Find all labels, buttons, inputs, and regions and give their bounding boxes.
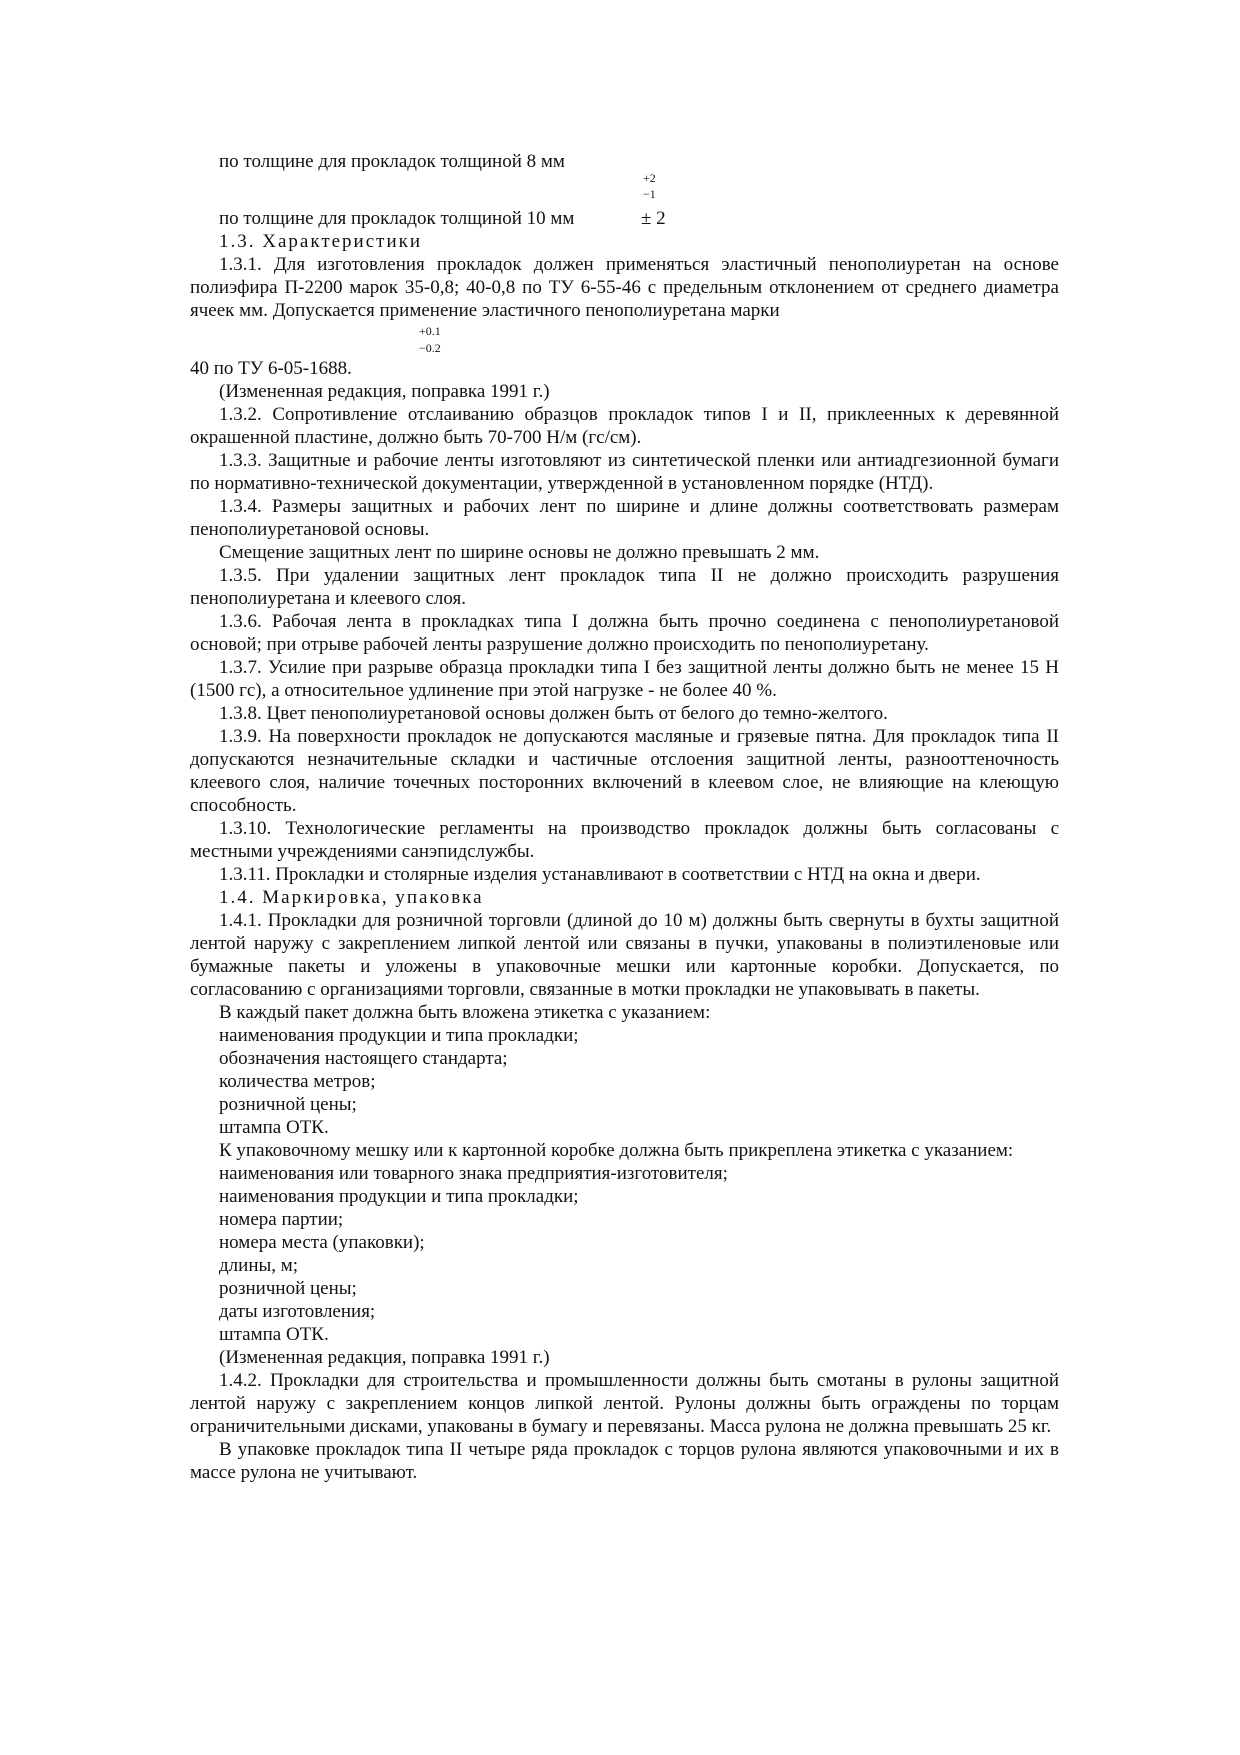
paragraph: К упаковочному мешку или к картонной коробке должна быть прикреплена этикетка с указанием:: [219, 1140, 1014, 1161]
list-item: даты изготовления;: [219, 1301, 376, 1322]
paragraph: 1.3.6. Рабочая лента в прокладках типа I должна быть прочно соединена с пенополиуретановой основой; при отрыве рабочей ленты разрушение должно происходить по пенополиуретану.: [190, 611, 1059, 655]
list-item: номера партии;: [219, 1209, 344, 1230]
cell-diameter-minus: −0.2: [419, 341, 441, 355]
list-item: розничной цены;: [219, 1094, 357, 1115]
paragraph: 1.3.3. Защитные и рабочие ленты изготовляют из синтетической пленки или антиадгезионной бумаги по нормативно-технической документации, утвержденной в установленном порядке (НТД).: [190, 450, 1059, 494]
paragraph: Смещение защитных лент по ширине основы не должно превышать 2 мм.: [219, 542, 820, 563]
paragraph: 1.3.7. Усилие при разрыве образца прокладки типа I без защитной ленты должно быть не менее 15 Н (1500 гс), а относительное удлинение при этой нагрузке - не более 40 %.: [190, 657, 1059, 701]
cell-diameter-plus: +0.1: [419, 324, 441, 338]
paragraph: 1.3.11. Прокладки и столярные изделия устанавливают в соответствии с НТД на окна и двери.: [219, 864, 981, 885]
paragraph: 40 по ТУ 6-05-1688.: [190, 358, 352, 379]
list-item: наименования продукции и типа прокладки;: [219, 1186, 579, 1207]
list-item: штампа ОТК.: [219, 1324, 329, 1345]
tolerance-8mm-plus: +2: [643, 171, 656, 185]
paragraph: 1.3.2. Сопротивление отслаиванию образцов прокладок типов I и II, приклеенных к деревянной окрашенной пластине, должно быть 70-700 Н/м (гс/см).: [190, 404, 1059, 448]
paragraph: 1.4.2. Прокладки для строительства и промышленности должны быть смотаны в рулоны защитной лентой наружу с закреплением концов липкой лентой. Рулоны должны быть ограждены по торцам ограничительными дисками, упакованы в бумагу и перевязаны. Масса рулона не должна превышать 25 кг.: [190, 1370, 1059, 1437]
list-item: номера места (упаковки);: [219, 1232, 425, 1253]
paragraph: 1.3.1. Для изготовления прокладок должен применяться эластичный пенополиуретан на основе полиэфира П-2200 марок 35-0,8; 40-0,8 по ТУ 6-55-46 с предельным отклонением от среднего диаметра ячеек мм. Допускается применение эластичного пенополиуретана марки: [190, 254, 1059, 321]
section-heading: 1.3. Характеристики: [219, 231, 423, 252]
paragraph: В каждый пакет должна быть вложена этикетка с указанием:: [219, 1002, 711, 1023]
tolerance-10mm: [190, 207, 1059, 230]
tolerance-8mm-label: по толщине для прокладок толщиной 8 мм: [219, 151, 565, 172]
list-item: наименования или товарного знака предприятия-изготовителя;: [219, 1163, 728, 1184]
document-body: [190, 150, 1059, 1484]
paragraph: 1.4.1. Прокладки для розничной торговли (длиной до 10 м) должны быть свернуты в бухты защитной лентой наружу с закреплением липкой лентой или связаны в пучки, упакованы в полиэтиленовые или бумажные пакеты и уложены в упаковочные мешки или картонные коробки. Допускается, по согласованию с организациями торговли, связанные в мотки прокладки не упаковывать в пакеты.: [190, 910, 1059, 1000]
tolerance-8mm-minus: −1: [643, 187, 656, 201]
revision-note: (Измененная редакция, поправка 1991 г.): [219, 381, 550, 402]
paragraph: 1.3.4. Размеры защитных и рабочих лент по ширине и длине должны соответствовать размерам пенополиуретановой основы.: [190, 496, 1059, 540]
paragraph: 1.3.9. На поверхности прокладок не допускаются масляные и грязевые пятна. Для прокладок типа II допускаются незначительные складки и частичные отслоения защитной ленты, разнооттеночность клеевого слоя, наличие точечных посторонних включений в клеевом слое, не влияющие на клеющую способность.: [190, 726, 1059, 816]
list-item: наименования продукции и типа прокладки;: [219, 1025, 579, 1046]
paragraph: 1.3.8. Цвет пенополиуретановой основы должен быть от белого до темно-желтого.: [219, 703, 888, 724]
list-item: розничной цены;: [219, 1278, 357, 1299]
revision-note: (Измененная редакция, поправка 1991 г.): [219, 1347, 550, 1368]
list-item: штампа ОТК.: [219, 1117, 329, 1138]
paragraph: В упаковке прокладок типа II четыре ряда прокладок с торцов рулона являются упаковочными и их в массе рулона не учитывают.: [190, 1439, 1059, 1483]
section-heading: 1.4. Маркировка, упаковка: [219, 887, 484, 908]
list-item: количества метров;: [219, 1071, 376, 1092]
paragraph: 1.3.5. При удалении защитных лент прокладок типа II не должно происходить разрушения пенополиуретана и клеевого слоя.: [190, 565, 1059, 609]
list-item: длины, м;: [219, 1255, 299, 1276]
tolerance-10mm-label: по толщине для прокладок толщиной 10 мм: [219, 208, 575, 229]
cell-diameter-tolerance: [190, 322, 1059, 357]
tolerance-8mm: [190, 150, 1059, 201]
paragraph: 1.3.10. Технологические регламенты на производство прокладок должны быть согласованы с местными учреждениями санэпидслужбы.: [190, 818, 1059, 862]
tolerance-10mm-value: ± 2: [641, 208, 666, 229]
list-item: обозначения настоящего стандарта;: [219, 1048, 508, 1069]
